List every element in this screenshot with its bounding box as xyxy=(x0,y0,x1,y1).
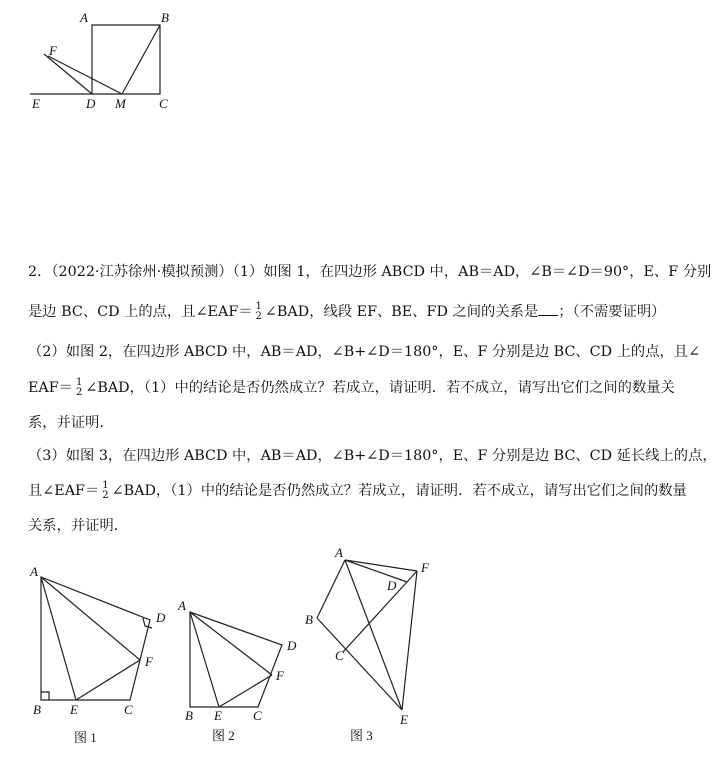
problem-line-1: 2．（2022·江苏徐州·模拟预测）（1）如图 1，在四边形 ABCD 中，AB＝AD，∠B＝∠D＝90°，E、F 分别 xyxy=(28,264,712,280)
denominator: 2 xyxy=(102,490,109,501)
problem-line-2 xyxy=(28,302,665,322)
problem-line-5: 系，并证明． xyxy=(28,415,114,431)
numerator: 1 xyxy=(255,301,262,312)
svg-text:D: D xyxy=(387,578,397,593)
svg-text:E: E xyxy=(32,96,40,111)
svg-text:图 2: 图 2 xyxy=(212,728,235,743)
svg-text:F: F xyxy=(145,654,153,669)
problem-line-4 xyxy=(28,378,675,398)
svg-text:E: E xyxy=(400,712,408,727)
problem-line-8: 关系，并证明． xyxy=(28,518,129,534)
fraction-half xyxy=(76,378,82,398)
text: EAF＝ xyxy=(28,380,73,396)
text: ；（不需要证明） xyxy=(558,304,666,320)
figure-2 xyxy=(177,598,297,743)
svg-text:F: F xyxy=(49,43,57,58)
figure-1 xyxy=(29,564,166,745)
svg-text:B: B xyxy=(185,708,193,723)
svg-text:C: C xyxy=(253,708,262,723)
numerator: 1 xyxy=(75,377,83,388)
svg-text:D: D xyxy=(86,96,96,111)
svg-text:E: E xyxy=(214,708,222,723)
text: ∠BAD，线段 EF、BE、FD 之间的关系是 xyxy=(264,304,539,320)
svg-text:图 3: 图 3 xyxy=(350,728,373,743)
fraction-half xyxy=(256,302,262,322)
svg-text:M: M xyxy=(115,96,126,111)
svg-text:E: E xyxy=(70,702,78,717)
answer-blank xyxy=(538,303,558,316)
svg-text:B: B xyxy=(161,10,169,25)
svg-text:A: A xyxy=(178,598,186,613)
svg-text:C: C xyxy=(335,648,344,663)
svg-text:B: B xyxy=(33,702,41,717)
svg-text:F: F xyxy=(421,560,429,575)
svg-text:A: A xyxy=(30,564,38,579)
fraction-half xyxy=(102,481,108,501)
text: ∠BAD，（1）中的结论是否仍然成立？若成立，请证明．若不成立，请写出它们之间的数量 xyxy=(111,483,687,499)
svg-text:C: C xyxy=(124,702,133,717)
denominator: 2 xyxy=(255,311,262,322)
text: 是边 BC、CD 上的点，且∠EAF＝ xyxy=(28,304,253,320)
svg-text:图 1: 图 1 xyxy=(74,730,97,745)
problem-line-7 xyxy=(28,481,687,501)
svg-text:D: D xyxy=(156,610,166,625)
svg-text:D: D xyxy=(287,638,297,653)
svg-text:A: A xyxy=(80,10,88,25)
top-square-figure xyxy=(30,10,169,111)
text: 且∠EAF＝ xyxy=(28,483,100,499)
svg-text:C: C xyxy=(159,96,168,111)
problem-line-6: （3）如图 3，在四边形 ABCD 中，AB＝AD，∠B+∠D＝180°，E、F 分别是边 BC、CD 延长线上的点， xyxy=(28,448,717,464)
figure-3 xyxy=(305,545,430,743)
svg-text:A: A xyxy=(335,545,343,560)
denominator: 2 xyxy=(75,387,83,398)
text: ∠BAD，（1）中的结论是否仍然成立？若成立，请证明．若不成立，请写出它们之间的数量关 xyxy=(85,380,675,396)
svg-text:F: F xyxy=(276,668,284,683)
numerator: 1 xyxy=(102,480,109,491)
svg-text:B: B xyxy=(305,612,313,627)
problem-line-3: （2）如图 2，在四边形 ABCD 中，AB＝AD，∠B+∠D＝180°，E、F 分别是边 BC、CD 上的点，且∠ xyxy=(28,344,701,360)
